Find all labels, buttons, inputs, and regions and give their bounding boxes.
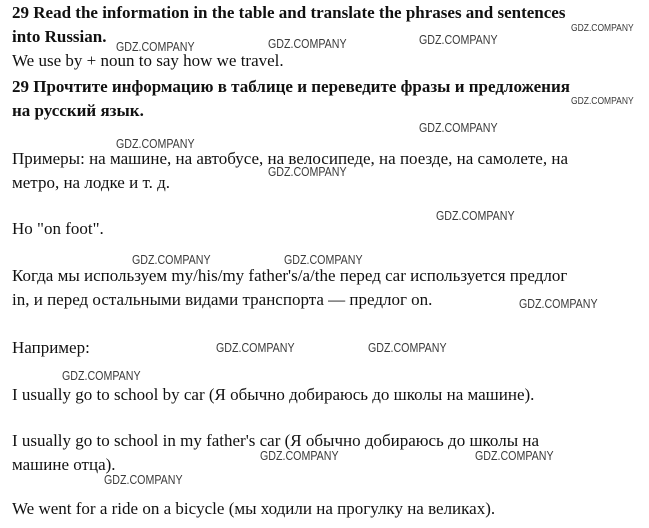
watermark: GDZ.COMPANY (571, 23, 634, 34)
heading-en-line-1: 29 Read the information in the table and translate the phrases and sentences (12, 3, 566, 22)
watermark: GDZ.COMPANY (519, 296, 598, 311)
for-example-label: Например: (12, 338, 90, 357)
rule-line-1: Когда мы используем my/his/my father's/a/the перед car используется предлог (12, 266, 568, 285)
example-sentence-2-line-2: машине отца). (12, 455, 116, 474)
watermark: GDZ.COMPANY (475, 448, 554, 463)
but-on-foot: Но "on foot". (12, 219, 104, 238)
example-sentence-2-line-1: I usually go to school in my father's car (Я обычно добираюсь до школы на (12, 431, 540, 450)
heading-ru-line-1: 29 Прочтите информацию в таблице и переведите фразы и предложения (12, 77, 570, 96)
rule-line-2: in, и перед остальными видами транспорта — предлог on. (12, 290, 433, 309)
watermark: GDZ.COMPANY (284, 252, 363, 267)
watermark: GDZ.COMPANY (419, 32, 498, 47)
watermark: GDZ.COMPANY (436, 208, 515, 223)
watermark: GDZ.COMPANY (419, 120, 498, 135)
example-sentence-3: We went for a ride on a bicycle (мы ходили на прогулку на великах). (12, 499, 496, 518)
examples-line-2: метро, на лодке и т. д. (12, 173, 171, 192)
watermark: GDZ.COMPANY (368, 340, 447, 355)
heading-ru-line-2: на русский язык. (12, 101, 144, 120)
watermark: GDZ.COMPANY (116, 39, 195, 54)
example-sentence-1: I usually go to school by car (Я обычно добираюсь до школы на машине). (12, 385, 535, 404)
watermark: GDZ.COMPANY (132, 252, 211, 267)
watermark: GDZ.COMPANY (268, 164, 347, 179)
examples-line-1: Примеры: на машине, на автобусе, на велосипеде, на поезде, на самолете, на (12, 149, 568, 168)
watermark: GDZ.COMPANY (268, 36, 347, 51)
watermark: GDZ.COMPANY (216, 340, 295, 355)
watermark: GDZ.COMPANY (571, 96, 634, 107)
watermark: GDZ.COMPANY (62, 368, 141, 383)
intro-en: We use by + noun to say how we travel. (12, 51, 284, 70)
watermark: GDZ.COMPANY (116, 136, 195, 151)
heading-en-line-2: into Russian. (12, 27, 107, 46)
watermark: GDZ.COMPANY (104, 472, 183, 487)
watermark: GDZ.COMPANY (260, 448, 339, 463)
